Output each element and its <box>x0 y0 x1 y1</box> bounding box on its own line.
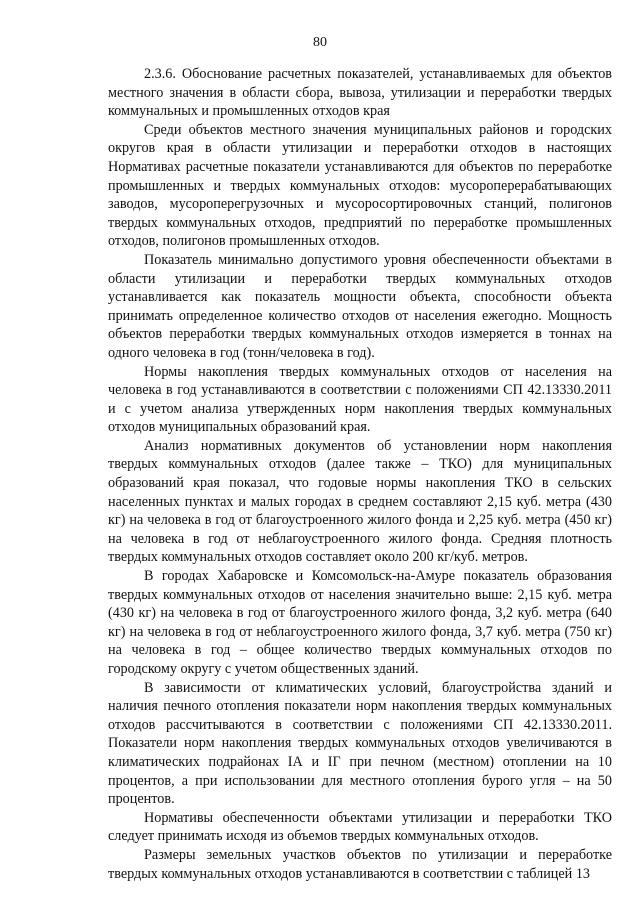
paragraph: Нормы накопления твердых коммунальных отходов от населения на человека в год устанавливаются в соответствии с положениями СП 42.13330.2011 и с учетом анализа утвержденных норм накопления твердых коммунальных отходов муниципальных образований края. <box>108 363 612 436</box>
paragraph: Размеры земельных участков объектов по утилизации и переработке твердых коммунальных отходов устанавливаются в соответствии с таблицей 13 <box>108 846 612 882</box>
page-number: 80 <box>313 35 327 50</box>
section-heading: 2.3.6. Обоснование расчетных показателей, устанавливаемых для объектов местного значения в области сбора, вывоза, утилизации и переработки твердых коммунальных и промышленных отходов края <box>108 66 612 120</box>
paragraph: Среди объектов местного значения муниципальных районов и городских округов края в области утилизации и переработки отходов в настоящих Нормативах расчетные показатели устанавливаются для объектов по переработке промышленных и твердых коммунальных отходов: мусороперерабатывающих заводов, мусороперегрузочных и мусоросортировочных станций, полигонов твердых коммунальных отходов, предприятий по переработке промышленных отходов, полигонов промышленных отходов. <box>108 121 612 250</box>
paragraph: Нормативы обеспеченности объектами утилизации и переработки ТКО следует принимать исходя из объемов твердых коммунальных отходов. <box>108 809 612 845</box>
paragraph: Показатель минимально допустимого уровня обеспеченности объектами в области утилизации и переработки твердых коммунальных отходов устанавливается как показатель мощности объекта, способности объекта принимать определенное количество отходов от населения ежегодно. Мощность объектов переработки твердых коммунальных отходов измеряется в тоннах на одного человека в год (тонн/человека в год). <box>108 251 612 361</box>
paragraph: В городах Хабаровске и Комсомольск-на-Амуре показатель образования твердых коммунальных отходов от населения значительно выше: 2,15 куб. метра (430 кг) на человека в год от благоустроенного жилого фонда, 3,2 куб. метра (640 кг) на человека в год от неблагоустроенного жилого фонда, 3,7 куб. метра (750 кг) на человека в год – общее количество твердых коммунальных отходов по городскому округу с учетом общественных зданий. <box>108 568 612 677</box>
document-body <box>108 65 612 883</box>
paragraph: В зависимости от климатических условий, благоустройства зданий и наличия печного отопления показатели норм накопления твердых коммунальных отходов рассчитываются в соответствии с положениями СП 42.13330.2011. Показатели норм накопления твердых коммунальных отходов увеличиваются в климатических подрайонах IА и IГ при печном (местном) отоплении на 10 процентов, а при использовании для местного отопления бурого угля – на 50 процентов. <box>108 679 612 808</box>
paragraph: Анализ нормативных документов об установлении норм накопления твердых коммунальных отходов (далее также – ТКО) для муниципальных образований края показал, что годовые нормы накопления ТКО в сельских населенных пунктах и малых городах в среднем составляют 2,15 куб. метра (430 кг) на человека в год от благоустроенного жилого фонда и 2,25 куб. метра (450 кг) на человека в год от неблагоустроенного жилого фонда. Средняя плотность твердых коммунальных отходов составляет около 200 кг/куб. метров. <box>108 437 612 566</box>
